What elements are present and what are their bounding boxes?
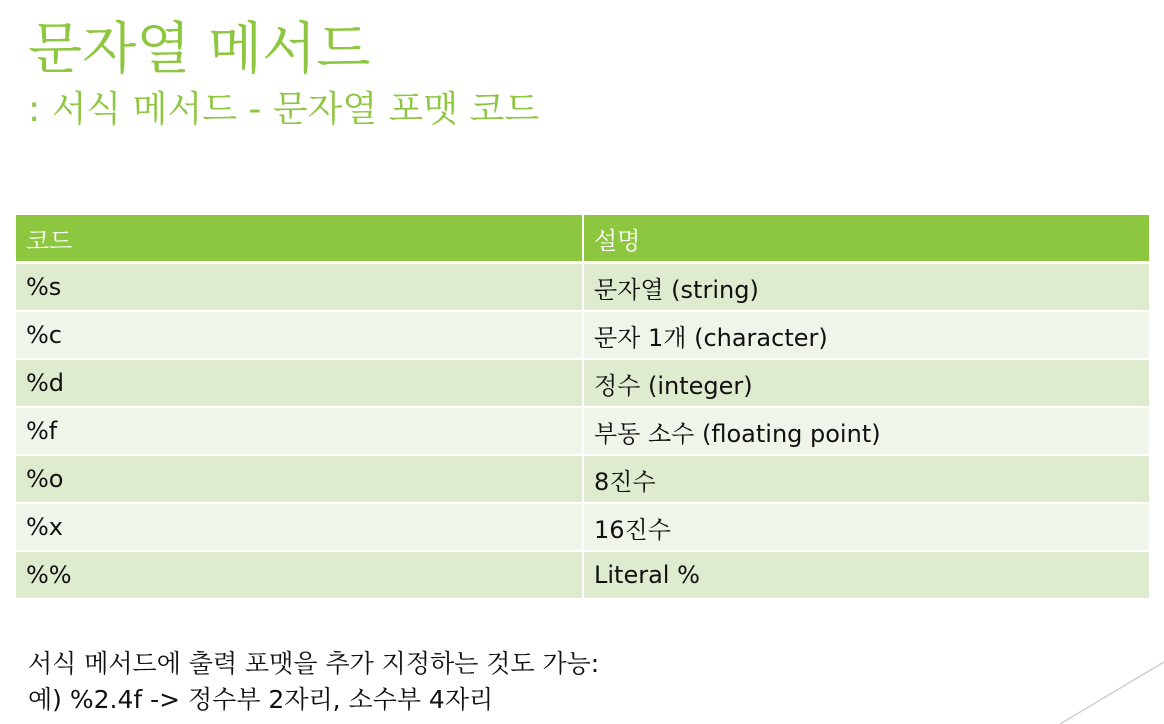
- format-code-cell: %%: [16, 551, 583, 599]
- table-header-row: [16, 215, 1149, 263]
- slide-subtitle: : 서식 메서드 - 문자열 포맷 코드: [28, 89, 540, 130]
- description-cell: 문자열 (string): [583, 263, 1149, 312]
- description-cell: 문자 1개 (character): [583, 311, 1149, 359]
- note-line-1: 서식 메서드에 출력 포맷을 추가 지정하는 것도 가능:: [28, 649, 600, 678]
- format-code-cell: %f: [16, 407, 583, 455]
- description-cell: 정수 (integer): [583, 359, 1149, 407]
- note-line-2: 예) %2.4f -> 정수부 2자리, 소수부 4자리: [28, 685, 494, 714]
- table-row: [16, 359, 1149, 407]
- corner-line-decoration: [1030, 640, 1164, 724]
- description-cell: Literal %: [583, 551, 1149, 599]
- header-description: 설명: [583, 215, 1149, 263]
- format-code-cell: %c: [16, 311, 583, 359]
- description-cell: 8진수: [583, 455, 1149, 503]
- slide-title: 문자열 메서드: [28, 17, 371, 82]
- table-row: [16, 455, 1149, 503]
- table-row: [16, 263, 1149, 312]
- format-code-cell: %d: [16, 359, 583, 407]
- format-code-cell: %x: [16, 503, 583, 551]
- table-row: [16, 503, 1149, 551]
- format-code-cell: %s: [16, 263, 583, 312]
- table-row: [16, 407, 1149, 455]
- table-row: [16, 551, 1149, 599]
- header-code: 코드: [16, 215, 583, 263]
- format-note: [28, 646, 599, 718]
- table-row: [16, 311, 1149, 359]
- format-code-cell: %o: [16, 455, 583, 503]
- description-cell: 부동 소수 (floating point): [583, 407, 1149, 455]
- format-code-table: [16, 215, 1149, 600]
- description-cell: 16진수: [583, 503, 1149, 551]
